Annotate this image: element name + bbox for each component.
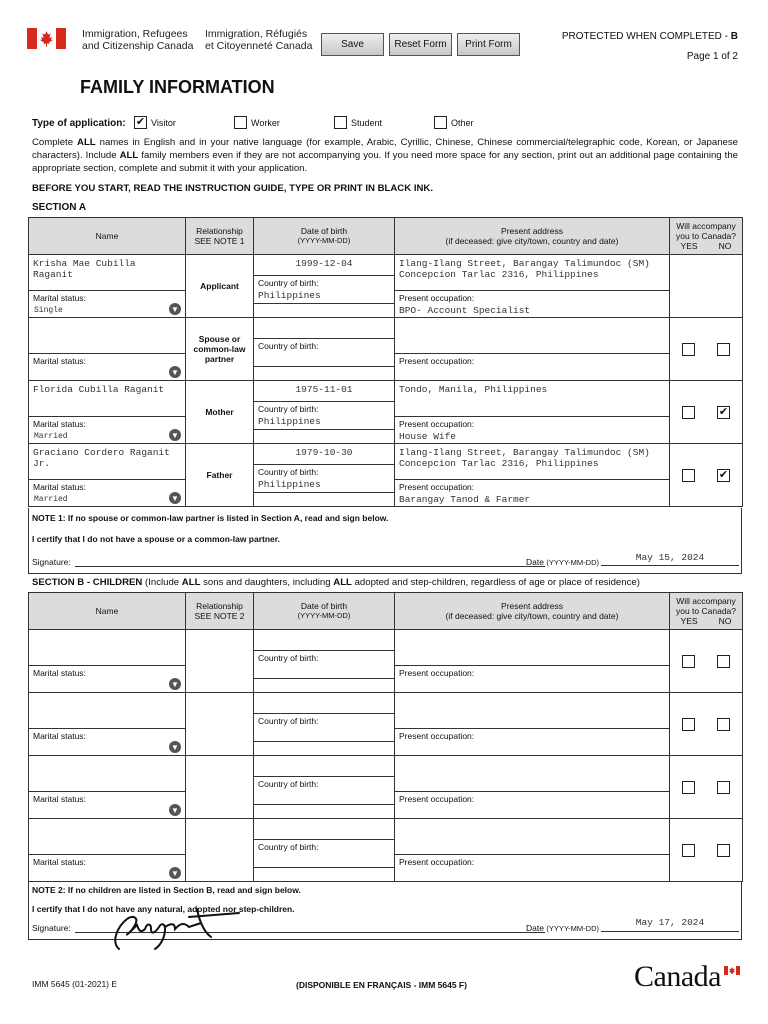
relationship-cell: Applicant <box>186 255 254 318</box>
chevron-down-icon[interactable]: ▼ <box>169 366 181 378</box>
section-b-heading: SECTION B - CHILDREN (Include ALL sons and daughters, including ALL adopted and step-children, regardless of age or place of residence) <box>32 577 640 588</box>
accompany-cell <box>670 756 743 819</box>
table-row <box>29 444 743 507</box>
address-cell[interactable]: Present occupation: <box>395 318 670 381</box>
note-1-text: NOTE 1: If no spouse or common-law partner is listed in Section A, read and sign below. <box>32 513 389 523</box>
section-a-heading: SECTION A <box>32 202 87 213</box>
note-2-text: NOTE 2: If no children are listed in Section B, read and sign below. <box>32 885 301 895</box>
table-row <box>29 255 743 318</box>
relationship-cell <box>186 630 254 693</box>
protected-label: PROTECTED WHEN COMPLETED - B <box>561 31 738 42</box>
application-type-other[interactable] <box>434 116 474 129</box>
relationship-cell: Spouse or common-law partner <box>186 318 254 381</box>
yes-checkbox[interactable] <box>682 718 695 731</box>
col-address: Present address (if deceased: give city/town, country and date) <box>395 218 670 255</box>
yes-checkbox[interactable] <box>682 469 695 482</box>
table-row <box>29 693 743 756</box>
visitor-label: Visitor <box>151 117 176 128</box>
chevron-down-icon[interactable]: ▼ <box>169 303 181 315</box>
relationship-cell <box>186 756 254 819</box>
yes-checkbox[interactable] <box>682 406 695 419</box>
no-checkbox[interactable] <box>717 844 730 857</box>
instructions-paragraph: Complete ALL names in English and in your native language (for example, Arabic, Cyrillic, Chinese, Chinese commercial/telegraphic code, Korean, or Japanese characters). Include ALL family members even if they are not accompanying you. If you need more space for any section, print out an additional page containing the appropriate section, complete and submit it with your application. <box>32 137 738 174</box>
relationship-cell <box>186 819 254 882</box>
address-cell[interactable]: Ilang-Ilang Street, Barangay Talimundoc (SM) Concepcion Tarlac 2316, Philippines Present occupation: Barangay Tanod & Farmer <box>395 444 670 507</box>
no-checkbox[interactable]: ✔ <box>718 469 729 481</box>
col-relationship: Relationship SEE NOTE 1 <box>186 218 254 255</box>
name-cell[interactable]: Marital status: ▼ <box>29 630 186 693</box>
chevron-down-icon[interactable]: ▼ <box>169 429 181 441</box>
accompany-cell <box>670 255 743 318</box>
canada-flag-icon <box>27 28 66 49</box>
no-spouse-certification: I certify that I do not have a spouse or a common-law partner. <box>32 534 280 544</box>
table-row <box>29 381 743 444</box>
chevron-down-icon[interactable]: ▼ <box>169 804 181 816</box>
address-cell[interactable]: Present occupation: <box>395 693 670 756</box>
yes-checkbox[interactable] <box>682 781 695 794</box>
table-row <box>29 819 743 882</box>
chevron-down-icon[interactable]: ▼ <box>169 492 181 504</box>
address-cell[interactable]: Ilang-Ilang Street, Barangay Talimundoc (SM) Concepcion Tarlac 2316, Philippines Present occupation: BPO- Account Specialist <box>395 255 670 318</box>
relationship-cell <box>186 693 254 756</box>
yes-checkbox[interactable] <box>682 844 695 857</box>
no-children-certification: I certify that I do not have any natural, adopted nor step-children. <box>32 904 295 914</box>
accompany-cell <box>670 630 743 693</box>
address-cell[interactable]: Tondo, Manila, Philippines Present occupation: House Wife <box>395 381 670 444</box>
name-cell[interactable]: Marital status: ▼ <box>29 693 186 756</box>
col-dob: Date of birth (YYYY-MM-DD) <box>254 218 395 255</box>
page-number: Page 1 of 2 <box>686 51 738 62</box>
note-1-area <box>28 508 742 574</box>
name-cell[interactable]: Marital status: ▼ <box>29 318 186 381</box>
application-type-visitor[interactable] <box>134 116 176 129</box>
yes-checkbox[interactable] <box>682 343 695 356</box>
accompany-cell <box>670 381 743 444</box>
no-checkbox[interactable]: ✔ <box>718 406 729 418</box>
accompany-cell <box>670 444 743 507</box>
dob-cell[interactable]: Country of birth: <box>254 693 395 756</box>
other-label: Other <box>451 117 474 128</box>
department-name-english: Immigration, Refugees and Citizenship Canada <box>82 28 194 52</box>
table-row <box>29 756 743 819</box>
save-button[interactable]: Save <box>321 33 384 56</box>
date-field-section-b[interactable]: May 17, 2024 <box>601 917 739 932</box>
name-cell[interactable]: Marital status: ▼ <box>29 819 186 882</box>
col-name: Name <box>29 593 186 630</box>
application-type-worker[interactable] <box>234 116 280 129</box>
visitor-checkbox[interactable]: ✔ <box>135 116 146 128</box>
chevron-down-icon[interactable]: ▼ <box>169 741 181 753</box>
col-dob: Date of birth (YYYY-MM-DD) <box>254 593 395 630</box>
handwritten-signature <box>89 887 249 959</box>
worker-label: Worker <box>251 117 280 128</box>
date-label: Date (YYYY-MM-DD) <box>526 557 599 567</box>
no-checkbox[interactable] <box>717 781 730 794</box>
relationship-cell: Mother <box>186 381 254 444</box>
accompany-cell <box>670 318 743 381</box>
reset-form-button[interactable]: Reset Form <box>389 33 452 56</box>
worker-checkbox[interactable] <box>234 116 247 129</box>
dob-cell[interactable]: Country of birth: <box>254 318 395 381</box>
no-checkbox[interactable] <box>717 655 730 668</box>
student-label: Student <box>351 117 383 128</box>
signature-line-section-a[interactable] <box>75 566 545 567</box>
name-cell[interactable]: Florida Cubilla Raganit Marital status: Married ▼ <box>29 381 186 444</box>
form-id: IMM 5645 (01-2021) E <box>32 979 118 989</box>
name-cell[interactable]: Marital status: ▼ <box>29 756 186 819</box>
col-accompany: Will accompany you to Canada? YES NO <box>670 218 743 255</box>
col-name: Name <box>29 218 186 255</box>
address-cell[interactable]: Present occupation: <box>395 819 670 882</box>
col-accompany: Will accompany you to Canada? YES NO <box>670 593 743 630</box>
address-cell[interactable]: Present occupation: <box>395 756 670 819</box>
note-2-area <box>28 882 742 940</box>
section-b-table <box>28 592 743 882</box>
no-checkbox[interactable] <box>717 718 730 731</box>
page-title: FAMILY INFORMATION <box>80 77 275 97</box>
section-a-table <box>28 217 743 507</box>
signature-label: Signature: <box>32 923 71 933</box>
address-cell[interactable]: Present occupation: <box>395 630 670 693</box>
date-field-section-a[interactable]: May 15, 2024 <box>601 552 739 566</box>
other-checkbox[interactable] <box>434 116 447 129</box>
name-cell[interactable]: Graciano Cordero Raganit Jr. Marital status: Married ▼ <box>29 444 186 507</box>
accompany-cell <box>670 693 743 756</box>
col-relationship: Relationship SEE NOTE 2 <box>186 593 254 630</box>
application-type-label: Type of application: <box>32 118 126 129</box>
application-type-student[interactable] <box>334 116 382 129</box>
chevron-down-icon[interactable]: ▼ <box>169 867 181 879</box>
chevron-down-icon[interactable]: ▼ <box>169 678 181 690</box>
accompany-cell <box>670 819 743 882</box>
dob-cell[interactable]: Country of birth: <box>254 630 395 693</box>
no-checkbox[interactable] <box>717 343 730 356</box>
yes-checkbox[interactable] <box>682 655 695 668</box>
canada-wordmark: Canada <box>634 960 721 993</box>
dob-cell[interactable]: Country of birth: <box>254 756 395 819</box>
table-row <box>29 630 743 693</box>
col-address: Present address (if deceased: give city/town, country and date) <box>395 593 670 630</box>
signature-label: Signature: <box>32 557 71 567</box>
name-cell[interactable]: Krisha Mae Cubilla Raganit Marital status: Single ▼ <box>29 255 186 318</box>
french-availability: (DISPONIBLE EN FRANÇAIS - IMM 5645 F) <box>296 980 467 990</box>
dob-cell[interactable]: Country of birth: <box>254 819 395 882</box>
instruction-guide-note: BEFORE YOU START, READ THE INSTRUCTION GUIDE, TYPE OR PRINT IN BLACK INK. <box>32 183 434 194</box>
dob-cell[interactable]: 1979-10-30 Country of birth: Philippines <box>254 444 395 507</box>
print-form-button[interactable]: Print Form <box>457 33 520 56</box>
relationship-cell: Father <box>186 444 254 507</box>
table-row <box>29 318 743 381</box>
wordmark-flag-icon <box>724 966 740 975</box>
department-name-french: Immigration, Réfugiés et Citoyenneté Canada <box>205 28 313 52</box>
dob-cell[interactable]: 1999-12-04 Country of birth: Philippines <box>254 255 395 318</box>
student-checkbox[interactable] <box>334 116 347 129</box>
date-label: Date (YYYY-MM-DD) <box>526 923 599 933</box>
dob-cell[interactable]: 1975-11-01 Country of birth: Philippines <box>254 381 395 444</box>
